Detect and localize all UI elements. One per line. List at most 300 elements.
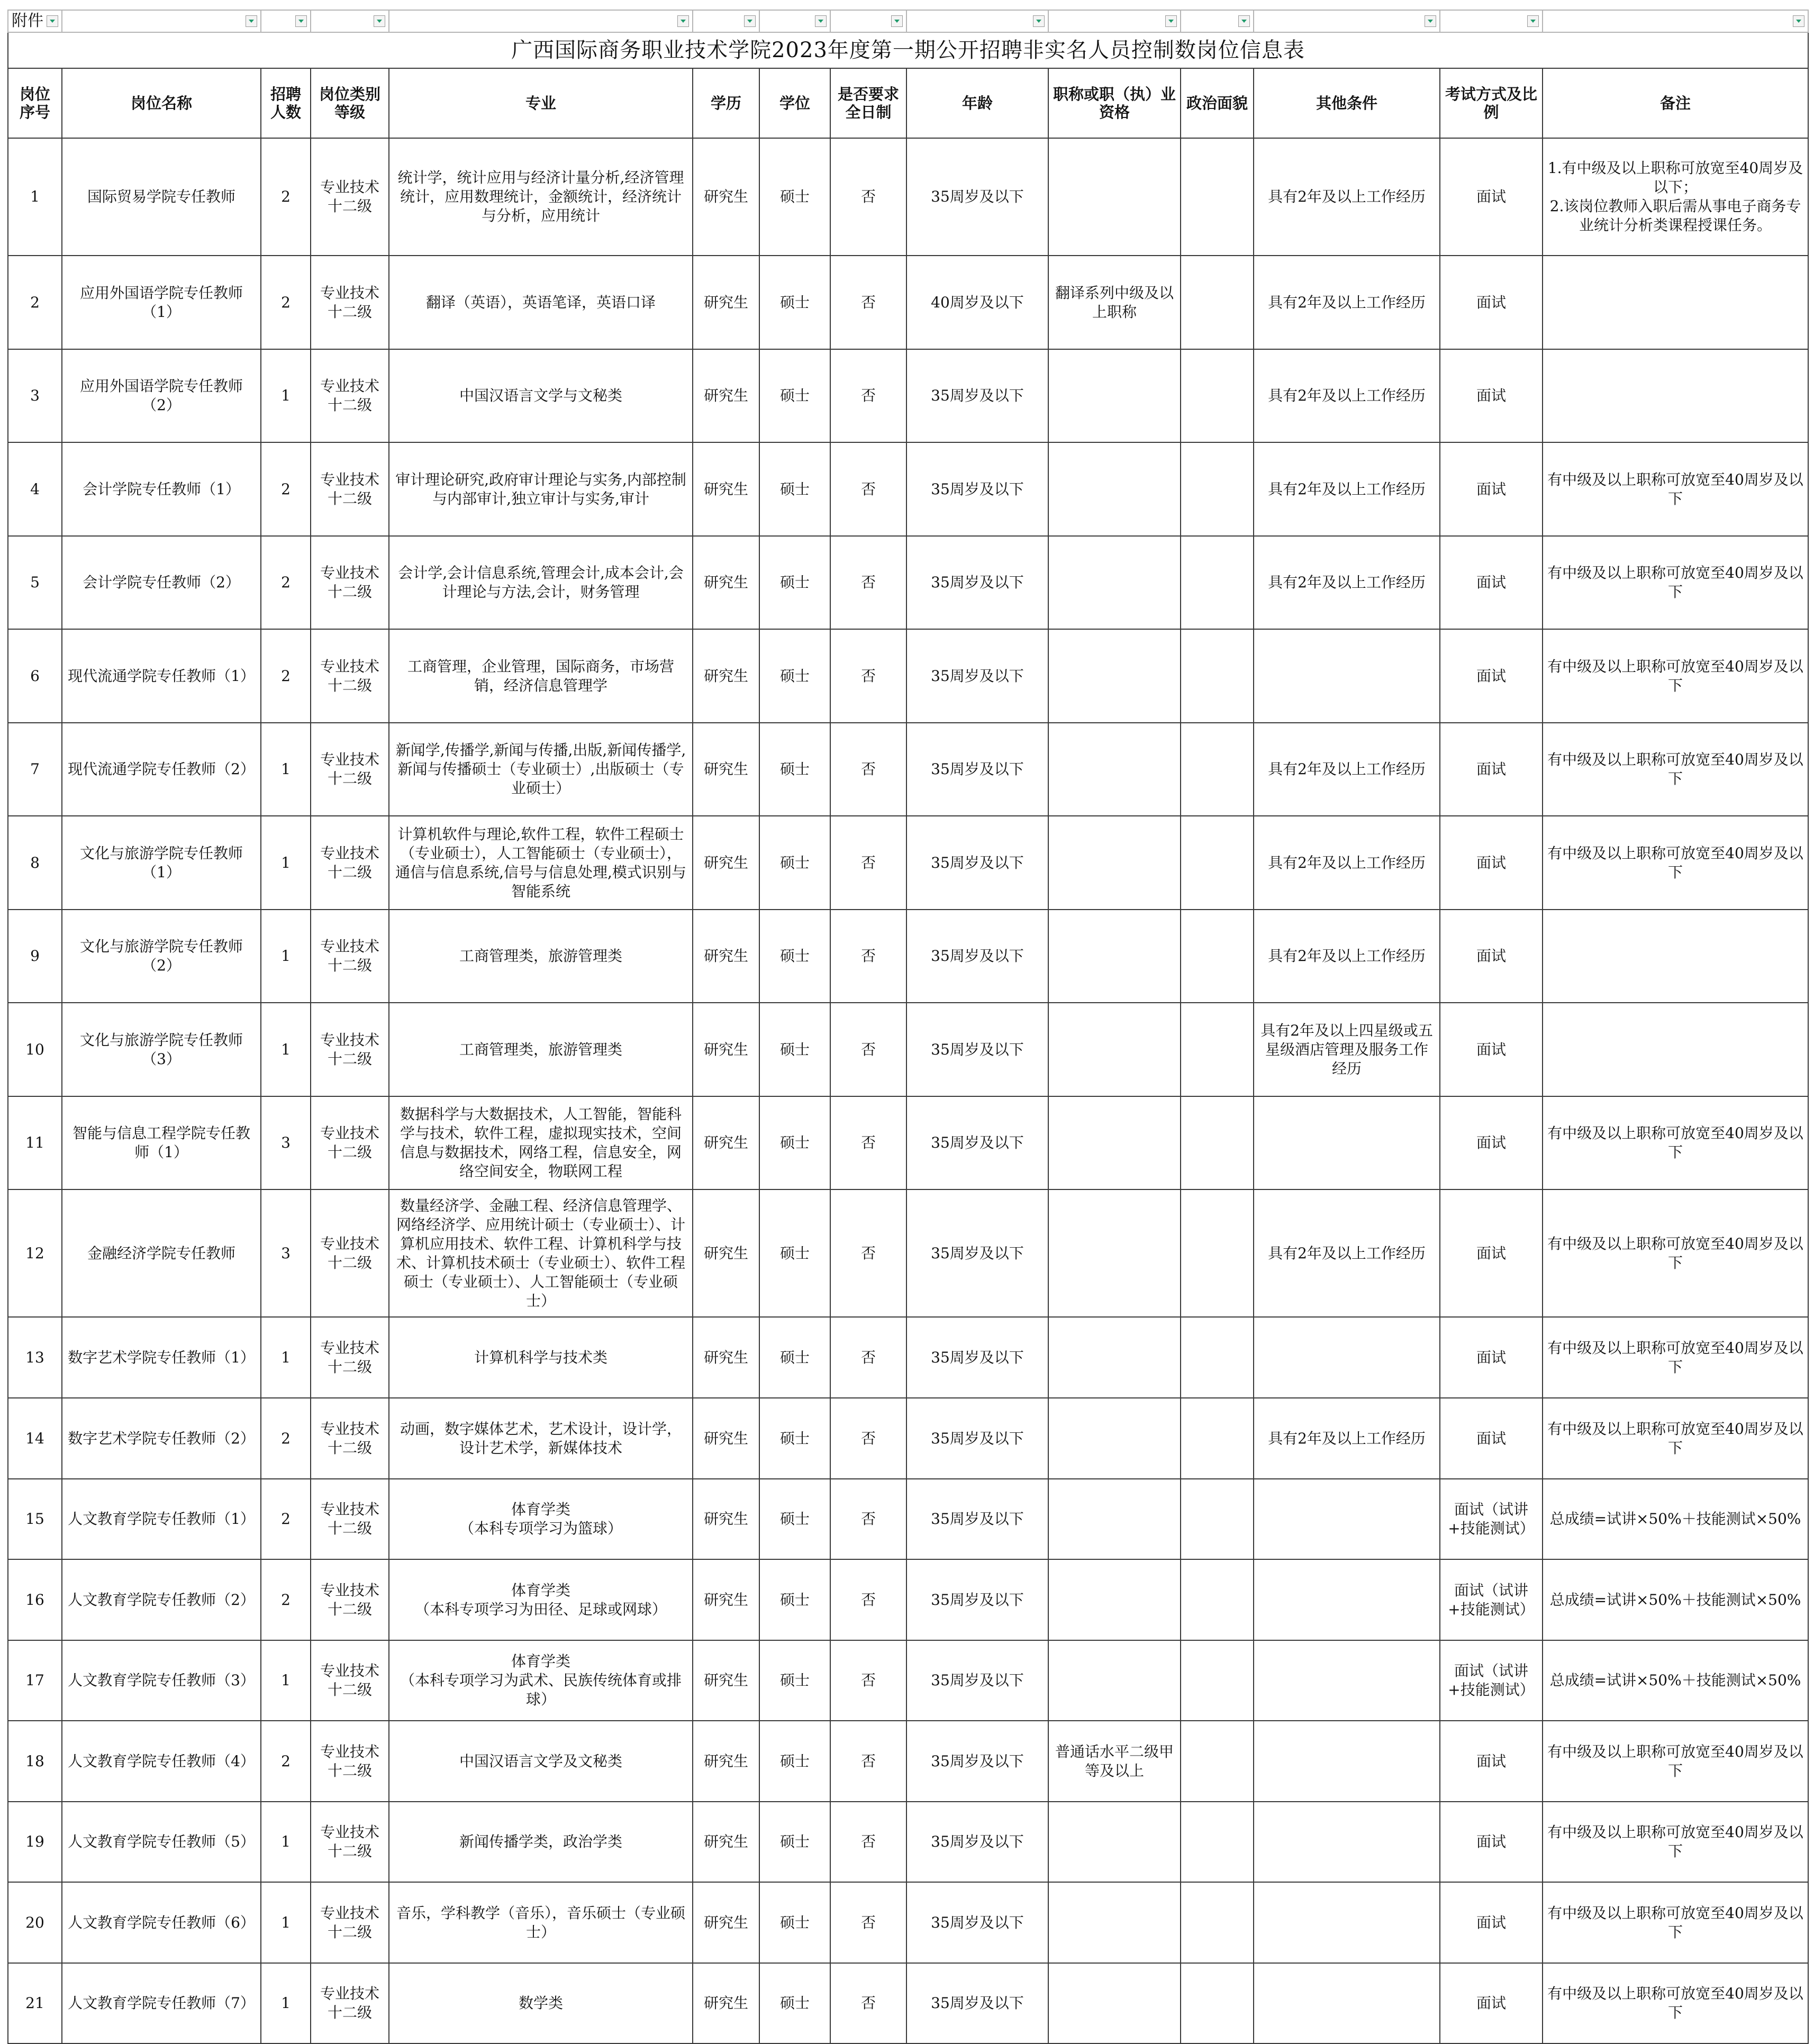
- cell-major: 统计学，统计应用与经济计量分析,经济管理统计，应用数理统计，金额统计，经济统计与分析，应用统计: [389, 138, 693, 256]
- cell-post-name: 应用外国语学院专任教师（2）: [62, 349, 261, 442]
- cell-title-qualification: [1048, 1003, 1181, 1096]
- cell-education: 研究生: [693, 1882, 759, 1963]
- cell-political-status: [1181, 1479, 1254, 1559]
- cell-post-no: 14: [8, 1398, 62, 1479]
- cell-political-status: [1181, 1882, 1254, 1963]
- cell-title-qualification: [1048, 349, 1181, 442]
- cell-post-no: 3: [8, 349, 62, 442]
- cell-post-level: 专业技术十二级: [311, 816, 389, 910]
- cell-title-qualification: [1048, 1317, 1181, 1398]
- cell-major: 工商管理类，旅游管理类: [389, 1003, 693, 1096]
- cell-degree: 硕士: [759, 1317, 830, 1398]
- cell-post-no: 19: [8, 1802, 62, 1882]
- cell-remarks: [1543, 349, 1808, 442]
- table-row: [8, 1317, 1808, 1398]
- cell-age: 35周岁及以下: [906, 442, 1048, 536]
- cell-other-conditions: 具有2年及以上工作经历: [1254, 816, 1440, 910]
- column-header-fulltime: 是否要求全日制: [830, 68, 906, 138]
- cell-exam-method: 面试: [1440, 1882, 1543, 1963]
- cell-headcount: 1: [261, 723, 311, 816]
- cell-other-conditions: [1254, 1721, 1440, 1802]
- cell-post-level: 专业技术十二级: [311, 138, 389, 256]
- cell-post-name: 人文教育学院专任教师（2）: [62, 1559, 261, 1640]
- cell-education: 研究生: [693, 1096, 759, 1189]
- cell-degree: 硕士: [759, 1189, 830, 1317]
- cell-age: 35周岁及以下: [906, 138, 1048, 256]
- cell-education: 研究生: [693, 536, 759, 629]
- cell-post-name: 智能与信息工程学院专任教师（1）: [62, 1096, 261, 1189]
- table-row: [8, 256, 1808, 349]
- cell-political-status: [1181, 1096, 1254, 1189]
- table-row: [8, 1882, 1808, 1963]
- cell-political-status: [1181, 1963, 1254, 2043]
- cell-degree: 硕士: [759, 1096, 830, 1189]
- cell-exam-method: 面试: [1440, 138, 1543, 256]
- cell-title-qualification: [1048, 629, 1181, 723]
- column-header-degree: 学位: [759, 68, 830, 138]
- table-title: 广西国际商务职业技术学院2023年度第一期公开招聘非实名人员控制数岗位信息表: [8, 32, 1808, 68]
- cell-major: 音乐，学科教学（音乐），音乐硕士（专业硕士）: [389, 1882, 693, 1963]
- cell-post-name: 人文教育学院专任教师（7）: [62, 1963, 261, 2043]
- cell-major: 计算机软件与理论,软件工程，软件工程硕士（专业硕士），人工智能硕士（专业硕士），通信与信息系统,信号与信息处理,模式识别与智能系统: [389, 816, 693, 910]
- cell-age: 40周岁及以下: [906, 256, 1048, 349]
- cell-title-qualification: [1048, 1096, 1181, 1189]
- cell-other-conditions: 具有2年及以上工作经历: [1254, 910, 1440, 1003]
- table-row: [8, 1559, 1808, 1640]
- cell-age: 35周岁及以下: [906, 1802, 1048, 1882]
- cell-post-no: 5: [8, 536, 62, 629]
- cell-major: 新闻传播学类，政治学类: [389, 1802, 693, 1882]
- cell-education: 研究生: [693, 138, 759, 256]
- cell-major: 新闻学,传播学,新闻与传播,出版,新闻传播学,新闻与传播硕士（专业硕士）,出版硕士（专业硕士）: [389, 723, 693, 816]
- cell-other-conditions: [1254, 1882, 1440, 1963]
- cell-education: 研究生: [693, 256, 759, 349]
- cell-degree: 硕士: [759, 1721, 830, 1802]
- filter-dropdown-icon[interactable]: [1425, 15, 1436, 27]
- cell-remarks: 有中级及以上职称可放宽至40周岁及以下: [1543, 723, 1808, 816]
- recruitment-table: [7, 10, 1809, 2044]
- cell-age: 35周岁及以下: [906, 1721, 1048, 1802]
- cell-title-qualification: [1048, 1963, 1181, 2043]
- cell-other-conditions: 具有2年及以上工作经历: [1254, 138, 1440, 256]
- cell-exam-method: 面试: [1440, 910, 1543, 1003]
- cell-post-name: 文化与旅游学院专任教师（2）: [62, 910, 261, 1003]
- cell-remarks: 有中级及以上职称可放宽至40周岁及以下: [1543, 1963, 1808, 2043]
- cell-post-level: 专业技术十二级: [311, 1882, 389, 1963]
- cell-major: 动画，数字媒体艺术，艺术设计，设计学，设计艺术学，新媒体技术: [389, 1398, 693, 1479]
- cell-title-qualification: [1048, 138, 1181, 256]
- cell-education: 研究生: [693, 1559, 759, 1640]
- cell-major: 数量经济学、金融工程、经济信息管理学、网络经济学、应用统计硕士（专业硕士）、计算机应用技术、软件工程、计算机科学与技术、计算机技术硕士（专业硕士）、软件工程硕士（专业硕士）、人工智能硕士（专业硕士）: [389, 1189, 693, 1317]
- cell-remarks: [1543, 1003, 1808, 1096]
- column-header-exam-method: 考试方式及比例: [1440, 68, 1543, 138]
- column-header-other-conditions: 其他条件: [1254, 68, 1440, 138]
- table-row: [8, 1721, 1808, 1802]
- cell-political-status: [1181, 723, 1254, 816]
- cell-post-name: 文化与旅游学院专任教师（3）: [62, 1003, 261, 1096]
- filter-cell: [759, 10, 830, 32]
- table-row: [8, 1802, 1808, 1882]
- cell-age: 35周岁及以下: [906, 349, 1048, 442]
- cell-other-conditions: 具有2年及以上工作经历: [1254, 256, 1440, 349]
- cell-post-level: 专业技术十二级: [311, 1398, 389, 1479]
- cell-education: 研究生: [693, 816, 759, 910]
- table-row: [8, 1398, 1808, 1479]
- cell-remarks: [1543, 256, 1808, 349]
- cell-age: 35周岁及以下: [906, 723, 1048, 816]
- cell-fulltime: 否: [830, 1398, 906, 1479]
- cell-title-qualification: [1048, 1882, 1181, 1963]
- cell-exam-method: 面试: [1440, 1721, 1543, 1802]
- cell-degree: 硕士: [759, 442, 830, 536]
- cell-education: 研究生: [693, 1721, 759, 1802]
- cell-remarks: 有中级及以上职称可放宽至40周岁及以下: [1543, 1096, 1808, 1189]
- cell-remarks: [1543, 910, 1808, 1003]
- cell-political-status: [1181, 1317, 1254, 1398]
- cell-age: 35周岁及以下: [906, 910, 1048, 1003]
- cell-degree: 硕士: [759, 536, 830, 629]
- filter-dropdown-icon[interactable]: [374, 15, 385, 27]
- cell-headcount: 2: [261, 536, 311, 629]
- cell-age: 35周岁及以下: [906, 1398, 1048, 1479]
- cell-title-qualification: [1048, 442, 1181, 536]
- cell-post-no: 11: [8, 1096, 62, 1189]
- attachment-label: 附件: [12, 12, 43, 30]
- cell-degree: 硕士: [759, 256, 830, 349]
- table-row: [8, 629, 1808, 723]
- cell-remarks: 总成绩=试讲×50%＋技能测试×50%: [1543, 1479, 1808, 1559]
- cell-political-status: [1181, 1559, 1254, 1640]
- cell-age: 35周岁及以下: [906, 1963, 1048, 2043]
- cell-remarks: 有中级及以上职称可放宽至40周岁及以下: [1543, 1317, 1808, 1398]
- cell-other-conditions: [1254, 1096, 1440, 1189]
- cell-post-name: 文化与旅游学院专任教师（1）: [62, 816, 261, 910]
- cell-other-conditions: 具有2年及以上工作经历: [1254, 536, 1440, 629]
- cell-post-level: 专业技术十二级: [311, 536, 389, 629]
- cell-education: 研究生: [693, 629, 759, 723]
- filter-dropdown-icon[interactable]: [744, 15, 756, 27]
- cell-title-qualification: [1048, 1398, 1181, 1479]
- cell-fulltime: 否: [830, 1096, 906, 1189]
- column-header-remarks: 备注: [1543, 68, 1808, 138]
- cell-exam-method: 面试: [1440, 1963, 1543, 2043]
- cell-post-name: 人文教育学院专任教师（5）: [62, 1802, 261, 1882]
- cell-age: 35周岁及以下: [906, 1317, 1048, 1398]
- column-header-post-no: 岗位序号: [8, 68, 62, 138]
- cell-post-name: 国际贸易学院专任教师: [62, 138, 261, 256]
- cell-title-qualification: [1048, 910, 1181, 1003]
- cell-remarks: 有中级及以上职称可放宽至40周岁及以下: [1543, 1802, 1808, 1882]
- cell-degree: 硕士: [759, 138, 830, 256]
- cell-post-no: 1: [8, 138, 62, 256]
- filter-cell: [62, 10, 261, 32]
- cell-title-qualification: [1048, 1479, 1181, 1559]
- column-header-post-name: 岗位名称: [62, 68, 261, 138]
- filter-dropdown-icon[interactable]: [1165, 15, 1177, 27]
- cell-fulltime: 否: [830, 1721, 906, 1802]
- cell-exam-method: 面试（试讲+技能测试）: [1440, 1559, 1543, 1640]
- filter-dropdown-icon[interactable]: [246, 15, 257, 27]
- filter-cell: [830, 10, 906, 32]
- cell-post-level: 专业技术十二级: [311, 1317, 389, 1398]
- cell-other-conditions: [1254, 1963, 1440, 2043]
- cell-fulltime: 否: [830, 1559, 906, 1640]
- cell-headcount: 1: [261, 1640, 311, 1721]
- column-header-post-level: 岗位类别等级: [311, 68, 389, 138]
- filter-dropdown-icon[interactable]: [1033, 15, 1045, 27]
- table-row: [8, 536, 1808, 629]
- cell-exam-method: 面试: [1440, 442, 1543, 536]
- cell-post-no: 17: [8, 1640, 62, 1721]
- cell-exam-method: 面试: [1440, 1317, 1543, 1398]
- filter-dropdown-icon[interactable]: [1793, 15, 1804, 27]
- cell-fulltime: 否: [830, 1003, 906, 1096]
- cell-degree: 硕士: [759, 1640, 830, 1721]
- cell-post-no: 4: [8, 442, 62, 536]
- cell-post-name: 人文教育学院专任教师（6）: [62, 1882, 261, 1963]
- cell-headcount: 1: [261, 1003, 311, 1096]
- cell-major: 工商管理类，旅游管理类: [389, 910, 693, 1003]
- cell-age: 35周岁及以下: [906, 629, 1048, 723]
- cell-post-level: 专业技术十二级: [311, 723, 389, 816]
- title-row: [8, 32, 1808, 68]
- column-header-major: 专业: [389, 68, 693, 138]
- cell-post-level: 专业技术十二级: [311, 1479, 389, 1559]
- cell-post-no: 21: [8, 1963, 62, 2043]
- filter-cell: [8, 10, 62, 32]
- cell-post-name: 应用外国语学院专任教师（1）: [62, 256, 261, 349]
- cell-exam-method: 面试: [1440, 816, 1543, 910]
- cell-fulltime: 否: [830, 816, 906, 910]
- cell-fulltime: 否: [830, 1963, 906, 2043]
- table-row: [8, 1189, 1808, 1317]
- cell-headcount: 3: [261, 1096, 311, 1189]
- cell-post-no: 20: [8, 1882, 62, 1963]
- cell-fulltime: 否: [830, 1317, 906, 1398]
- cell-exam-method: 面试: [1440, 629, 1543, 723]
- filter-cell: [906, 10, 1048, 32]
- cell-headcount: 2: [261, 1559, 311, 1640]
- cell-fulltime: 否: [830, 629, 906, 723]
- cell-education: 研究生: [693, 1189, 759, 1317]
- cell-degree: 硕士: [759, 816, 830, 910]
- filter-cell: [1181, 10, 1254, 32]
- cell-headcount: 1: [261, 1802, 311, 1882]
- cell-post-no: 12: [8, 1189, 62, 1317]
- cell-age: 35周岁及以下: [906, 1003, 1048, 1096]
- cell-fulltime: 否: [830, 723, 906, 816]
- filter-cell: [1440, 10, 1543, 32]
- cell-post-no: 10: [8, 1003, 62, 1096]
- cell-headcount: 1: [261, 349, 311, 442]
- cell-age: 35周岁及以下: [906, 1882, 1048, 1963]
- cell-fulltime: 否: [830, 1802, 906, 1882]
- cell-major: 工商管理，企业管理，国际商务，市场营销，经济信息管理学: [389, 629, 693, 723]
- cell-other-conditions: [1254, 1317, 1440, 1398]
- cell-political-status: [1181, 1721, 1254, 1802]
- cell-post-level: 专业技术十二级: [311, 256, 389, 349]
- cell-fulltime: 否: [830, 138, 906, 256]
- cell-fulltime: 否: [830, 536, 906, 629]
- cell-degree: 硕士: [759, 910, 830, 1003]
- cell-remarks: 有中级及以上职称可放宽至40周岁及以下: [1543, 442, 1808, 536]
- cell-degree: 硕士: [759, 1479, 830, 1559]
- cell-title-qualification: [1048, 1559, 1181, 1640]
- column-header-age: 年龄: [906, 68, 1048, 138]
- filter-dropdown-icon[interactable]: [815, 15, 827, 27]
- cell-fulltime: 否: [830, 1189, 906, 1317]
- filter-row: [8, 10, 1808, 32]
- cell-headcount: 2: [261, 629, 311, 723]
- cell-headcount: 1: [261, 1882, 311, 1963]
- cell-other-conditions: [1254, 1479, 1440, 1559]
- cell-post-no: 8: [8, 816, 62, 910]
- cell-post-no: 6: [8, 629, 62, 723]
- cell-age: 35周岁及以下: [906, 816, 1048, 910]
- cell-post-name: 现代流通学院专任教师（1）: [62, 629, 261, 723]
- cell-other-conditions: [1254, 1559, 1440, 1640]
- cell-political-status: [1181, 816, 1254, 910]
- cell-headcount: 2: [261, 1479, 311, 1559]
- cell-political-status: [1181, 910, 1254, 1003]
- cell-exam-method: 面试: [1440, 349, 1543, 442]
- cell-education: 研究生: [693, 1317, 759, 1398]
- cell-title-qualification: 翻译系列中级及以上职称: [1048, 256, 1181, 349]
- table-row: [8, 1963, 1808, 2043]
- cell-major: 会计学,会计信息系统,管理会计,成本会计,会计理论与方法,会计，财务管理: [389, 536, 693, 629]
- cell-age: 35周岁及以下: [906, 1640, 1048, 1721]
- column-header-education: 学历: [693, 68, 759, 138]
- cell-political-status: [1181, 629, 1254, 723]
- cell-education: 研究生: [693, 1963, 759, 2043]
- cell-remarks: 总成绩=试讲×50%＋技能测试×50%: [1543, 1559, 1808, 1640]
- table-row: [8, 442, 1808, 536]
- filter-cell: [389, 10, 693, 32]
- cell-remarks: 总成绩=试讲×50%＋技能测试×50%: [1543, 1640, 1808, 1721]
- cell-post-level: 专业技术十二级: [311, 1096, 389, 1189]
- cell-exam-method: 面试（试讲+技能测试）: [1440, 1640, 1543, 1721]
- cell-fulltime: 否: [830, 256, 906, 349]
- cell-education: 研究生: [693, 910, 759, 1003]
- cell-post-level: 专业技术十二级: [311, 1640, 389, 1721]
- filter-dropdown-icon[interactable]: [295, 15, 307, 27]
- cell-political-status: [1181, 1003, 1254, 1096]
- cell-exam-method: 面试: [1440, 1096, 1543, 1189]
- column-header-headcount: 招聘人数: [261, 68, 311, 138]
- cell-other-conditions: 具有2年及以上工作经历: [1254, 723, 1440, 816]
- filter-cell: [1254, 10, 1440, 32]
- cell-major: 审计理论研究,政府审计理论与实务,内部控制与内部审计,独立审计与实务,审计: [389, 442, 693, 536]
- cell-major: 体育学类 （本科专项学习为田径、足球或网球）: [389, 1559, 693, 1640]
- cell-political-status: [1181, 1640, 1254, 1721]
- filter-dropdown-icon[interactable]: [677, 15, 689, 27]
- cell-other-conditions: 具有2年及以上工作经历: [1254, 1189, 1440, 1317]
- cell-exam-method: 面试: [1440, 1802, 1543, 1882]
- cell-remarks: 有中级及以上职称可放宽至40周岁及以下: [1543, 536, 1808, 629]
- cell-fulltime: 否: [830, 1640, 906, 1721]
- cell-title-qualification: 普通话水平二级甲等及以上: [1048, 1721, 1181, 1802]
- cell-education: 研究生: [693, 349, 759, 442]
- table-row: [8, 723, 1808, 816]
- cell-remarks: 有中级及以上职称可放宽至40周岁及以下: [1543, 816, 1808, 910]
- cell-other-conditions: [1254, 629, 1440, 723]
- cell-degree: 硕士: [759, 1398, 830, 1479]
- cell-headcount: 2: [261, 138, 311, 256]
- cell-post-level: 专业技术十二级: [311, 910, 389, 1003]
- filter-dropdown-icon[interactable]: [1527, 15, 1539, 27]
- column-header-title-qualification: 职称或职（执）业资格: [1048, 68, 1181, 138]
- cell-remarks: 1.有中级及以上职称可放宽至40周岁及以下； 2.该岗位教师入职后需从事电子商务专业统计分析类课程授课任务。: [1543, 138, 1808, 256]
- cell-age: 35周岁及以下: [906, 1189, 1048, 1317]
- cell-post-no: 2: [8, 256, 62, 349]
- cell-degree: 硕士: [759, 1802, 830, 1882]
- cell-post-level: 专业技术十二级: [311, 442, 389, 536]
- cell-post-name: 人文教育学院专任教师（4）: [62, 1721, 261, 1802]
- cell-headcount: 2: [261, 442, 311, 536]
- cell-headcount: 2: [261, 1721, 311, 1802]
- cell-degree: 硕士: [759, 723, 830, 816]
- cell-major: 计算机科学与技术类: [389, 1317, 693, 1398]
- cell-fulltime: 否: [830, 442, 906, 536]
- cell-remarks: 有中级及以上职称可放宽至40周岁及以下: [1543, 1398, 1808, 1479]
- cell-exam-method: 面试: [1440, 1189, 1543, 1317]
- cell-post-level: 专业技术十二级: [311, 1802, 389, 1882]
- cell-title-qualification: [1048, 1189, 1181, 1317]
- cell-education: 研究生: [693, 1003, 759, 1096]
- cell-post-name: 会计学院专任教师（1）: [62, 442, 261, 536]
- cell-education: 研究生: [693, 1802, 759, 1882]
- cell-major: 翻译（英语），英语笔译，英语口译: [389, 256, 693, 349]
- cell-post-name: 会计学院专任教师（2）: [62, 536, 261, 629]
- cell-post-level: 专业技术十二级: [311, 1189, 389, 1317]
- column-header-political-status: 政治面貌: [1181, 68, 1254, 138]
- cell-headcount: 1: [261, 910, 311, 1003]
- cell-degree: 硕士: [759, 1559, 830, 1640]
- cell-headcount: 2: [261, 256, 311, 349]
- cell-headcount: 1: [261, 1317, 311, 1398]
- cell-major: 中国汉语言文学及文秘类: [389, 1721, 693, 1802]
- filter-dropdown-icon[interactable]: [891, 15, 903, 27]
- spreadsheet: [7, 10, 1808, 2044]
- cell-post-no: 7: [8, 723, 62, 816]
- cell-post-name: 人文教育学院专任教师（3）: [62, 1640, 261, 1721]
- cell-education: 研究生: [693, 1398, 759, 1479]
- table-row: [8, 816, 1808, 910]
- cell-post-name: 现代流通学院专任教师（2）: [62, 723, 261, 816]
- table-row: [8, 349, 1808, 442]
- cell-education: 研究生: [693, 442, 759, 536]
- filter-dropdown-icon[interactable]: [47, 15, 58, 27]
- cell-title-qualification: [1048, 816, 1181, 910]
- cell-other-conditions: 具有2年及以上工作经历: [1254, 349, 1440, 442]
- cell-fulltime: 否: [830, 349, 906, 442]
- cell-age: 35周岁及以下: [906, 536, 1048, 629]
- cell-other-conditions: [1254, 1640, 1440, 1721]
- cell-political-status: [1181, 349, 1254, 442]
- cell-political-status: [1181, 256, 1254, 349]
- table-row: [8, 1096, 1808, 1189]
- cell-remarks: 有中级及以上职称可放宽至40周岁及以下: [1543, 629, 1808, 723]
- cell-post-level: 专业技术十二级: [311, 1721, 389, 1802]
- cell-remarks: 有中级及以上职称可放宽至40周岁及以下: [1543, 1189, 1808, 1317]
- cell-other-conditions: 具有2年及以上工作经历: [1254, 442, 1440, 536]
- table-row: [8, 138, 1808, 256]
- cell-post-name: 数字艺术学院专任教师（2）: [62, 1398, 261, 1479]
- cell-age: 35周岁及以下: [906, 1479, 1048, 1559]
- cell-exam-method: 面试: [1440, 256, 1543, 349]
- filter-dropdown-icon[interactable]: [1238, 15, 1250, 27]
- cell-political-status: [1181, 536, 1254, 629]
